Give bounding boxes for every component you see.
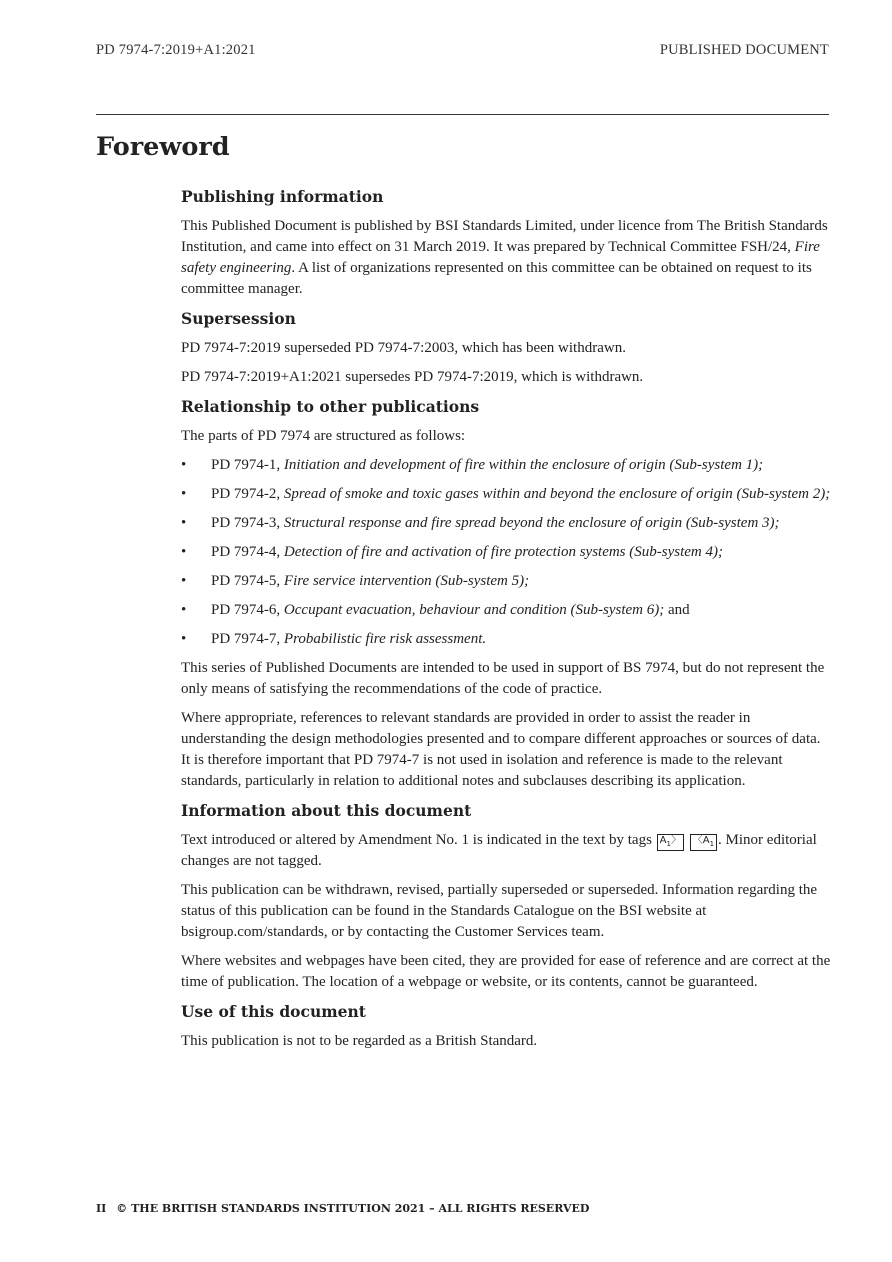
paragraph: This publication is not to be regarded as a British Standard.: [181, 1033, 538, 1049]
section-publishing-information: [181, 186, 831, 300]
amendment-end-tag-icon: $〈A_1$: [690, 834, 717, 851]
section-supersession: [181, 308, 831, 388]
running-header-document-code: PD 7974-7:2019+A1:2021: [96, 42, 256, 58]
part-title: Detection of fire and activation of fire protection systems (Sub-system 4);: [283, 544, 723, 560]
paragraph: PD 7974-7:2019 superseded PD 7974-7:2003, which has been withdrawn.: [181, 340, 626, 356]
list-item: [181, 484, 831, 505]
amendment-start-tag-icon: $A_1〉$: [657, 834, 684, 851]
section-use: [181, 1001, 831, 1052]
part-code: PD 7974-7,: [211, 631, 284, 647]
paragraph: [181, 216, 831, 300]
foreword-body: [181, 186, 831, 1060]
list-item: [181, 513, 831, 534]
part-title: Spread of smoke and toxic gases within and beyond the enclosure of origin (Sub-system 2);: [283, 486, 831, 502]
section-relationship: [181, 396, 831, 792]
section-information: [181, 800, 831, 993]
paragraph: Where appropriate, references to relevant standards are provided in order to assist the reader in understanding the design methodologies presented and to compare different approaches or sources of data. It is therefore important that PD 7974-7 is not used in isolation and reference is made to the relevant standards, particularly in relation to additional notes and subclauses describing its application.: [181, 710, 821, 789]
section-heading: Use of this document: [181, 1002, 366, 1021]
header-rule: [96, 114, 829, 115]
text: This Published Document is published by BSI Standards Limited, under licence from The British Standards Institution, and came into effect on 31 March 2019. It was prepared by Technical Committee FSH/24,: [181, 218, 828, 255]
tag-number: 1: [709, 840, 715, 848]
part-code: PD 7974-1,: [211, 457, 284, 473]
tag-letter: A: [659, 835, 667, 846]
paragraph: The parts of PD 7974 are structured as follows:: [181, 428, 466, 444]
paragraph: Where websites and webpages have been cited, they are provided for ease of reference and are correct at the time of publication. The location of a webpage or website, or its contents, cannot be guaranteed.: [181, 953, 831, 990]
part-title: Occupant evacuation, behaviour and condition (Sub-system 6);: [283, 602, 665, 618]
section-heading: Supersession: [181, 309, 296, 328]
part-code: PD 7974-6,: [211, 602, 284, 618]
tag-number: 1: [666, 840, 671, 848]
part-title: Initiation and development of fire within the enclosure of origin (Sub-system 1);: [283, 457, 764, 473]
list-item: [181, 542, 831, 563]
list-item: [181, 571, 831, 592]
part-title: Probabilistic fire risk assessment.: [283, 631, 487, 647]
part-code: PD 7974-3,: [211, 515, 284, 531]
page-title: Foreword: [96, 132, 230, 162]
text: . A list of organizations represented on this committee can be obtained on request to its committee manager.: [181, 260, 812, 297]
part-code: PD 7974-5,: [211, 573, 284, 589]
text: . Minor editorial changes are not tagged.: [181, 832, 817, 869]
paragraph: PD 7974-7:2019+A1:2021 supersedes PD 7974-7:2019, which is withdrawn.: [181, 369, 644, 385]
page-number: II: [96, 1202, 107, 1215]
paragraph: This series of Published Documents are intended to be used in support of BS 7974, but do not represent the only means of satisfying the recommendations of the code of practice.: [181, 660, 825, 697]
text: Text introduced or altered by Amendment No. 1 is indicated in the text by tags: [181, 832, 656, 848]
copyright-notice: © THE BRITISH STANDARDS INSTITUTION 2021 – ALL RIGHTS RESERVED: [116, 1202, 590, 1215]
paragraph: [181, 830, 831, 872]
part-code: PD 7974-4,: [211, 544, 284, 560]
list-item: [181, 455, 831, 476]
paragraph: This publication can be withdrawn, revised, partially superseded or superseded. Information regarding the status of this publication can be found in the Standards Catalogue on the BSI website at bsigroup.com/standards, or by contacting the Customer Services team.: [181, 882, 818, 940]
section-heading: Publishing information: [181, 187, 384, 206]
section-heading: Information about this document: [181, 801, 472, 820]
tag-letter: A: [702, 835, 710, 846]
part-tail: and: [664, 602, 690, 618]
part-title: Fire service intervention (Sub-system 5);: [283, 573, 530, 589]
running-header-document-type: PUBLISHED DOCUMENT: [659, 42, 829, 58]
part-code: PD 7974-2,: [211, 486, 284, 502]
parts-list: [181, 455, 831, 650]
list-item: [181, 600, 831, 621]
section-heading: Relationship to other publications: [181, 397, 480, 416]
list-item: [181, 629, 831, 650]
page-footer: [96, 1202, 589, 1215]
committee-title: Fire safety engineering: [181, 239, 820, 276]
part-title: Structural response and fire spread beyond the enclosure of origin (Sub-system 3);: [283, 515, 780, 531]
